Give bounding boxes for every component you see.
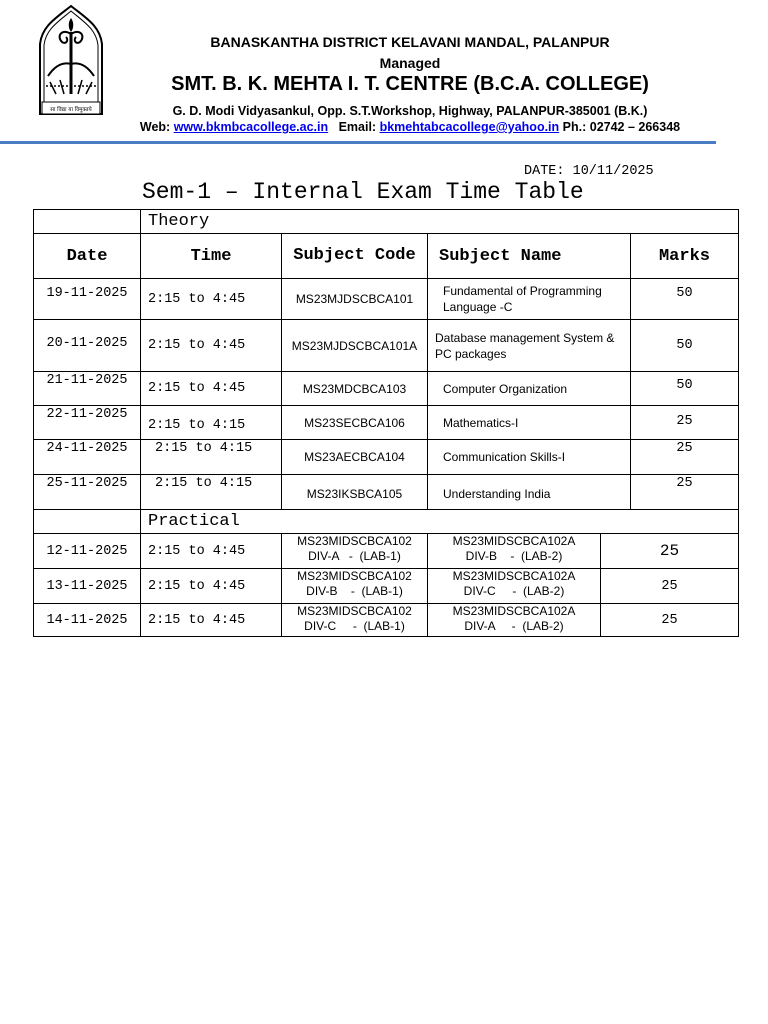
institution-line: BANASKANTHA DISTRICT KELAVANI MANDAL, PALANPUR <box>210 34 610 50</box>
row-subject-code: MS23MJDSCBCA101 <box>282 279 428 320</box>
logo-motto: सा विद्या या विमुक्तये <box>50 107 92 113</box>
row-marks: 25 <box>631 475 739 510</box>
row-marks: 25 <box>601 569 739 604</box>
row-marks: 25 <box>631 406 739 440</box>
college-name: SMT. B. K. MEHTA I. T. CENTRE (B.C.A. COLLEGE) <box>171 73 649 95</box>
page-title: Sem-1 – Internal Exam Time Table <box>142 179 584 205</box>
row-subject-name: Understanding India <box>428 475 631 510</box>
row-subject-name: Mathematics-I <box>428 406 631 440</box>
table-row <box>34 320 739 372</box>
row-subject-name: Communication Skills-I <box>428 440 631 475</box>
notice-date: DATE: 10/11/2025 <box>524 164 654 179</box>
col-time: Time <box>141 234 282 279</box>
col-subject-name: Subject Name <box>428 234 631 279</box>
header-divider <box>0 141 716 144</box>
row-date: 21-11-2025 <box>34 372 141 406</box>
row-date: 25-11-2025 <box>34 475 141 510</box>
row-date: 14-11-2025 <box>34 604 141 637</box>
row-marks: 25 <box>601 604 739 637</box>
row-marks: 25 <box>631 440 739 475</box>
row-time: 2:15 to 4:15 <box>141 406 282 440</box>
row-time: 2:15 to 4:45 <box>141 279 282 320</box>
lab2-detail: DIV-B - (LAB-2) <box>465 549 563 563</box>
row-date: 22-11-2025 <box>34 406 141 440</box>
row-marks: 50 <box>631 279 739 320</box>
lab2-code: MS23MIDSCBCA102A <box>452 534 576 548</box>
email-label: Email: <box>338 120 377 134</box>
row-lab1 <box>282 534 428 569</box>
row-subject-code: MS23IKSBCA105 <box>282 475 428 510</box>
row-lab1 <box>282 569 428 604</box>
row-marks: 50 <box>631 372 739 406</box>
row-date: 24-11-2025 <box>34 440 141 475</box>
row-lab2 <box>428 604 601 637</box>
web-label: Web: <box>139 120 171 134</box>
row-subject-name: Fundamental of Programming Language -C <box>428 279 631 320</box>
row-subject-code: MS23MDCBCA103 <box>282 372 428 406</box>
email-link[interactable]: bkmehtabcacollege@yahoo.in <box>379 120 560 134</box>
table-row <box>34 440 739 475</box>
row-time: 2:15 to 4:45 <box>141 534 282 569</box>
phone-number: Ph.: 02742 – 266348 <box>562 120 681 134</box>
row-time: 2:15 to 4:45 <box>141 372 282 406</box>
row-subject-code: MS23AECBCA104 <box>282 440 428 475</box>
table-row <box>34 372 739 406</box>
contact-line <box>110 120 710 134</box>
lab1-code: MS23MIDSCBCA102 <box>297 569 412 583</box>
table-row <box>34 569 739 604</box>
row-date: 20-11-2025 <box>34 320 141 372</box>
row-time: 2:15 to 4:45 <box>141 569 282 604</box>
row-time: 2:15 to 4:45 <box>141 320 282 372</box>
col-marks: Marks <box>631 234 739 279</box>
lab1-detail: DIV-C - (LAB-1) <box>304 619 405 633</box>
table-row <box>34 534 739 569</box>
exam-timetable <box>33 209 739 637</box>
row-marks: 50 <box>631 320 739 372</box>
college-logo <box>36 4 106 122</box>
website-link[interactable]: www.bkmbcacollege.ac.in <box>173 120 329 134</box>
theory-section-label: Theory <box>141 210 739 234</box>
table-header <box>34 234 739 279</box>
row-subject-code: MS23MJDSCBCA101A <box>282 320 428 372</box>
row-lab2 <box>428 569 601 604</box>
row-marks: 25 <box>601 534 739 569</box>
row-subject-code: MS23SECBCA106 <box>282 406 428 440</box>
table-row <box>34 279 739 320</box>
lab1-detail: DIV-B - (LAB-1) <box>306 584 403 598</box>
lab1-code: MS23MIDSCBCA102 <box>297 534 412 548</box>
lab2-detail: DIV-A - (LAB-2) <box>464 619 564 633</box>
row-date: 13-11-2025 <box>34 569 141 604</box>
row-date: 19-11-2025 <box>34 279 141 320</box>
row-subject-name: Computer Organization <box>428 372 631 406</box>
table-row <box>34 475 739 510</box>
lab2-code: MS23MIDSCBCA102A <box>452 569 576 583</box>
table-row <box>34 604 739 637</box>
managed-line: Managed <box>379 55 441 71</box>
row-time: 2:15 to 4:15 <box>141 440 282 475</box>
col-date: Date <box>34 234 141 279</box>
lab1-code: MS23MIDSCBCA102 <box>297 604 412 618</box>
row-time: 2:15 to 4:45 <box>141 604 282 637</box>
practical-section-label: Practical <box>141 510 739 534</box>
lab1-detail: DIV-A - (LAB-1) <box>308 549 401 563</box>
row-subject-name: Database management System & PC packages <box>428 320 631 372</box>
lab2-code: MS23MIDSCBCA102A <box>452 604 576 618</box>
row-lab2 <box>428 534 601 569</box>
col-subject-code: Subject Code <box>282 234 428 279</box>
table-row <box>34 406 739 440</box>
row-lab1 <box>282 604 428 637</box>
college-address: G. D. Modi Vidyasankul, Opp. S.T.Workshop, Highway, PALANPUR-385001 (B.K.) <box>172 104 648 118</box>
lab2-detail: DIV-C - (LAB-2) <box>463 584 565 598</box>
row-date: 12-11-2025 <box>34 534 141 569</box>
row-time: 2:15 to 4:15 <box>141 475 282 510</box>
